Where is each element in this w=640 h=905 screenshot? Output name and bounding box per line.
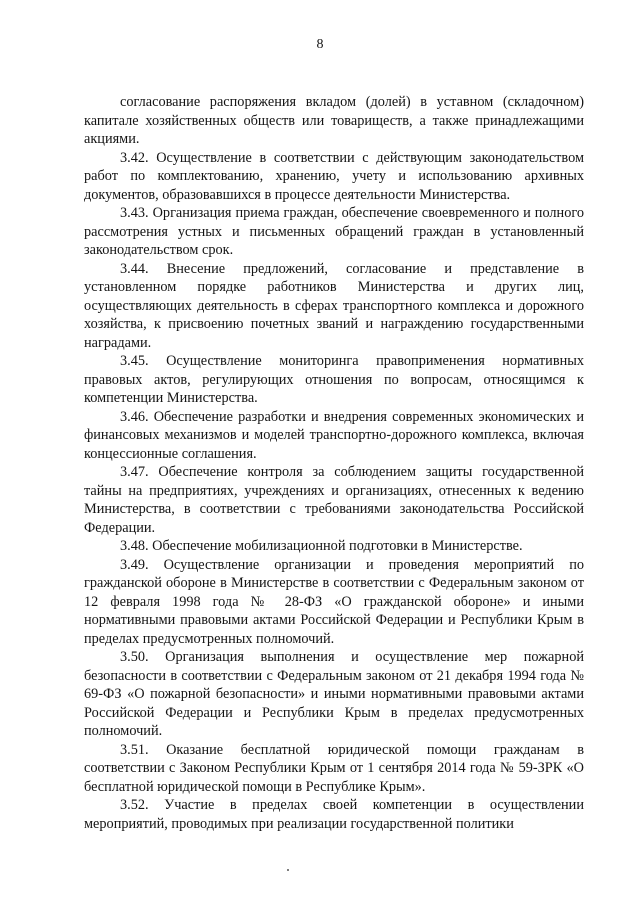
paragraph-continuation: согласование распоряжения вкладом (долей) в уставном (складочном) капитале хозяйственных обществ или товариществ, а также принадлежащими акциями. [84, 94, 584, 147]
page-number: 8 [316, 37, 324, 52]
paragraph-3-44: 3.44. Внесение предложений, согласование и представление в установленном порядке работников Министерства и других лиц, осуществляющих деятельность в сферах транспортного комплекса и дорожного хозяйства, к присвоению почетных званий и награждению государственными наградами. [84, 260, 584, 351]
paragraph-3-48: 3.48. Обеспечение мобилизационной подготовки в Министерстве. [120, 538, 523, 554]
paragraph-3-46: 3.46. Обеспечение разработки и внедрения современных экономических и финансовых механизмов и моделей транспортно-дорожного комплекса, включая концессионные соглашения. [84, 408, 584, 462]
paragraph-3-45: 3.45. Осуществление мониторинга правоприменения нормативных правовых актов, регулирующих отношения по вопросам, относящимся к компетенции Министерства. [84, 353, 584, 406]
document-body [84, 93, 584, 833]
paragraph-3-50: 3.50. Организация выполнения и осуществление мер пожарной безопасности в соответствии с Федеральным законом от 21 декабря 1994 года № 69-ФЗ «О пожарной безопасности» и иными нормативными правовыми актами Российской Федерации и Республики Крым в пределах предусмотренных полномочий. [84, 649, 584, 739]
scan-speck [287, 869, 289, 871]
paragraph-3-43: 3.43. Организация приема граждан, обеспечение своевременного и полного рассмотрения устных и письменных обращений граждан в установленный законодательством срок. [84, 205, 584, 258]
paragraph-3-49: 3.49. Осуществление организации и проведения мероприятий по гражданской обороне в Министерстве в соответствии с Федеральным законом от 12 февраля 1998 года № 28-ФЗ «О гражданской обороне» и иными нормативными правовыми актами Российской Федерации и Республики Крым в пределах предусмотренных полномочий. [84, 556, 584, 647]
paragraph-3-52: 3.52. Участие в пределах своей компетенции в осуществлении мероприятий, проводимых при реализации государственной политики [84, 797, 584, 832]
paragraph-3-42: 3.42. Осуществление в соответствии с действующим законодательством работ по комплектованию, хранению, учету и использованию архивных документов, образовавшихся в процессе деятельности Министерства. [84, 149, 584, 203]
paragraph-3-47: 3.47. Обеспечение контроля за соблюдением защиты государственной тайны на предприятиях, учреждениях и организациях, отнесенных к ведению Министерства, в соответствии с требованиями законодательства Российской Федерации. [84, 464, 584, 536]
paragraph-3-51: 3.51. Оказание бесплатной юридической помощи гражданам в соответствии с Законом Республики Крым от 1 сентября 2014 года № 59-ЗРК «О бесплатной юридической помощи в Республике Крым». [84, 741, 584, 795]
